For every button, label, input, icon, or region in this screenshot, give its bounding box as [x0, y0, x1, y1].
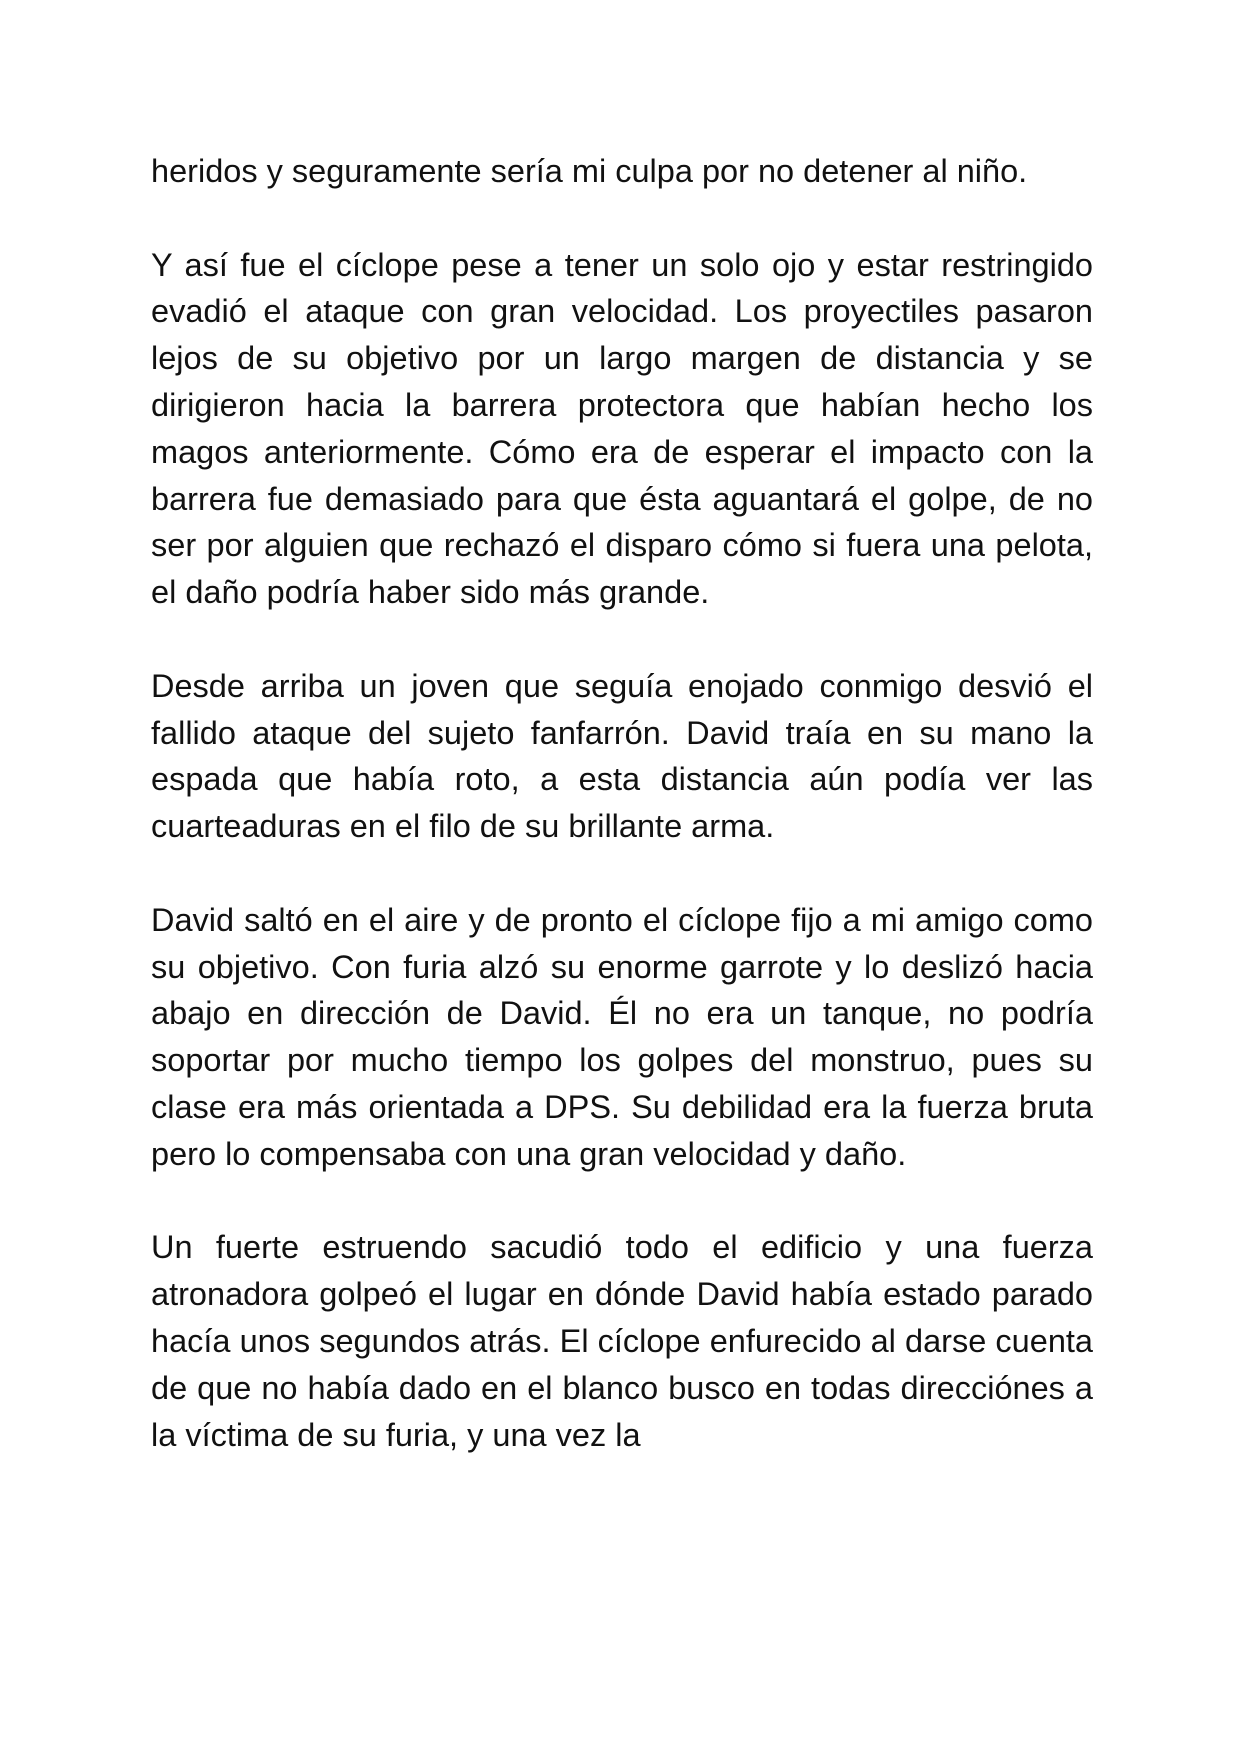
paragraph-4: David saltó en el aire y de pronto el cíclope fijo a mi amigo como su objetivo. Con furia alzó su enorme garrote y lo deslizó hacia abajo en dirección de David. Él no era un tanque, no podría soportar por mucho tiempo los golpes del monstruo, pues su clase era más orientada a DPS. Su debilidad era la fuerza bruta pero lo compensaba con una gran velocidad y daño. [151, 901, 1093, 1172]
body-text [151, 148, 1093, 1458]
paragraph-5: Un fuerte estruendo sacudió todo el edificio y una fuerza atronadora golpeó el lugar en dónde David había estado parado hacía unos segundos atrás. El cíclope enfurecido al darse cuenta de que no había dado en el blanco busco en todas direcciónes a la víctima de su furia, y una vez la [151, 1229, 1093, 1453]
paragraph-3: Desde arriba un joven que seguía enojado conmigo desvió el fallido ataque del sujeto fanfarrón. David traía en su mano la espada que había roto, a esta distancia aún podía ver las cuarteaduras en el filo de su brillante arma. [151, 667, 1093, 845]
paragraph-2: Y así fue el cíclope pese a tener un solo ojo y estar restringido evadió el ataque con gran velocidad. Los proyectiles pasaron lejos de su objetivo por un largo margen de distancia y se dirigieron hacia la barrera protectora que habían hecho los magos anteriormente. Cómo era de esperar el impacto con la barrera fue demasiado para que ésta aguantará el golpe, de no ser por alguien que rechazó el disparo cómo si fuera una pelota, el daño podría haber sido más grande. [151, 246, 1093, 611]
paragraph-1: heridos y seguramente sería mi culpa por no detener al niño. [151, 153, 1028, 189]
